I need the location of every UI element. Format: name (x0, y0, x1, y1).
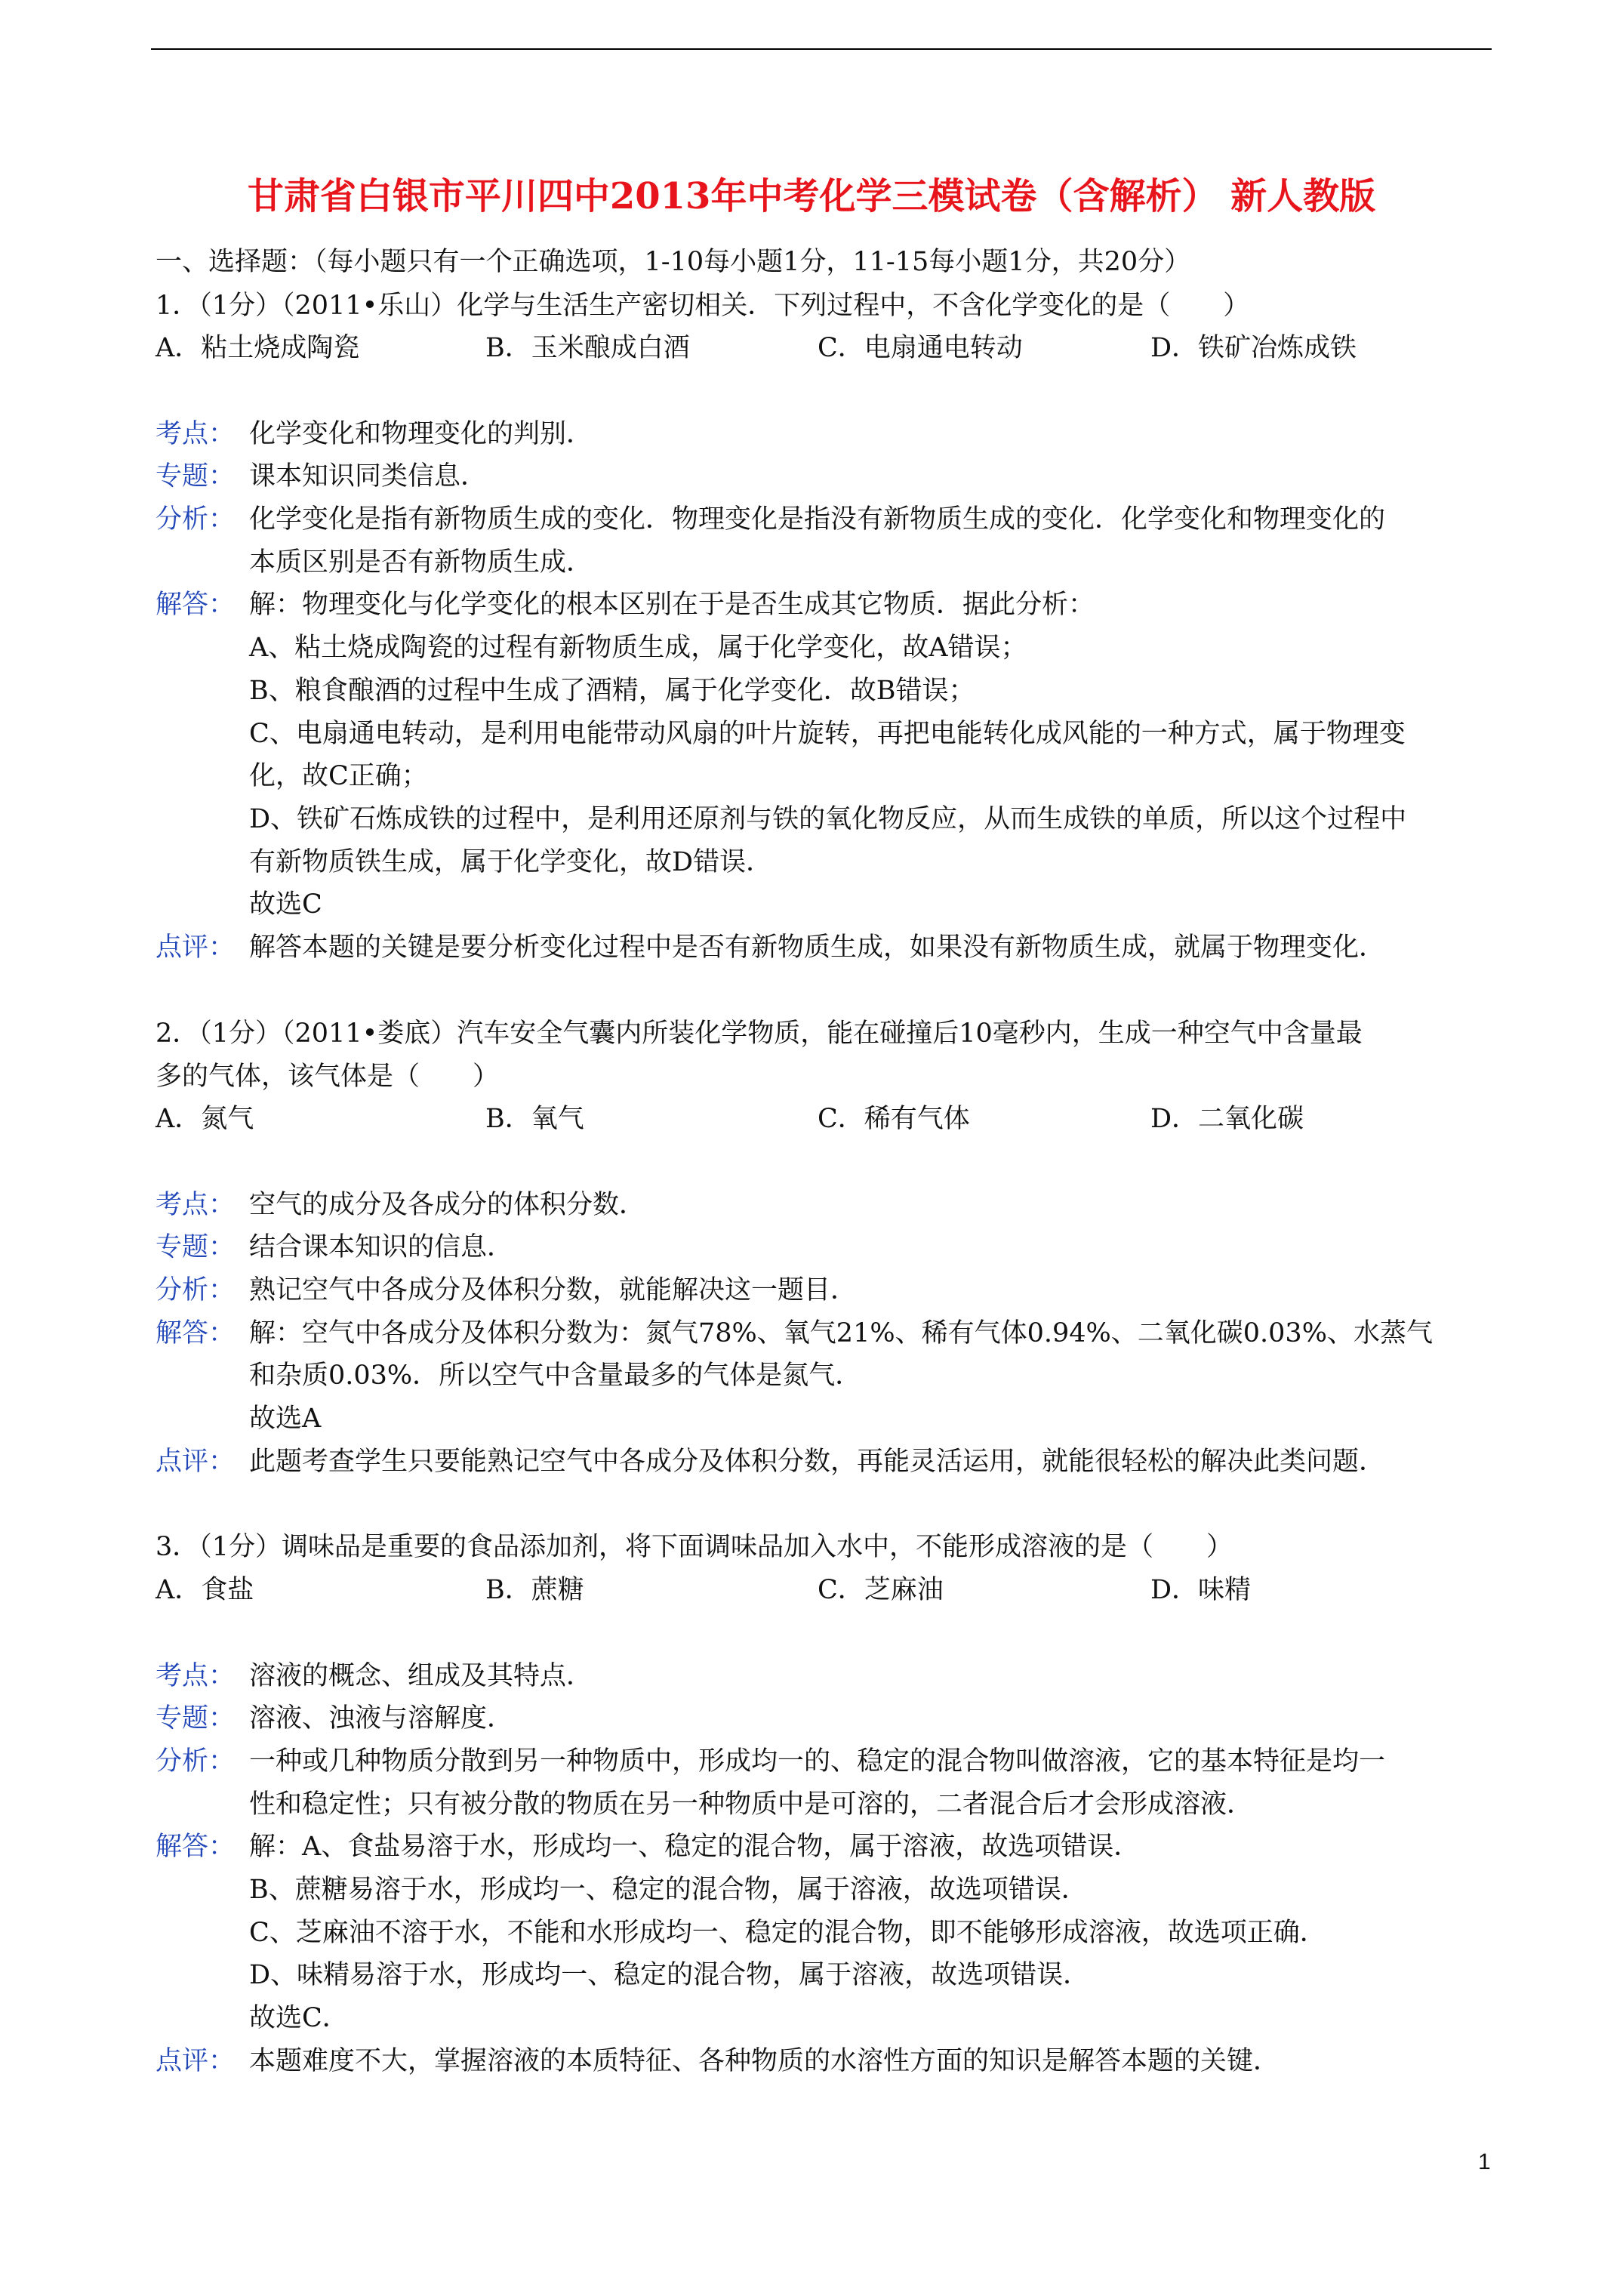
option-d: D．味精 (1150, 1575, 1252, 1605)
document-title: 甘肃省白银市平川四中2013年中考化学三模试卷（含解析） 新人教版 (247, 175, 1376, 217)
jieda-line: 故选A (249, 1404, 322, 1434)
zhuanti-text: 结合课本知识的信息． (249, 1232, 514, 1262)
label-kaodian: 考点： (156, 1661, 236, 1691)
label-dianping: 点评： (156, 1447, 236, 1477)
fenxi-line: 熟记空气中各成分及体积分数，就能解决这一题目． (249, 1275, 858, 1305)
option-a: A．食盐 (156, 1575, 254, 1605)
option-c: C．电扇通电转动 (818, 333, 1023, 363)
jieda-line: 和杂质0.03%．所以空气中含量最多的气体是氮气． (249, 1361, 862, 1391)
zhuanti-text: 课本知识同类信息． (249, 461, 488, 492)
jieda-line: 故选C (249, 889, 322, 920)
label-zhuanti: 专题： (156, 1232, 236, 1262)
jieda-line: 解：A、食盐易溶于水，形成均一、稳定的混合物，属于溶液，故选项错误． (249, 1832, 1141, 1862)
fenxi-line: 化学变化是指有新物质生成的变化．物理变化是指没有新物质生成的变化．化学变化和物理变化的 (249, 504, 1386, 535)
jieda-line: 解：空气中各成分及体积分数为：氮气78%、氧气21%、稀有气体0.94%、二氧化碳0.03%、水蒸气 (249, 1318, 1433, 1348)
question-stem: 1．（1分）（2011•乐山）化学与生活生产密切相关．下列过程中，不含化学变化的是（ ） (156, 291, 1250, 321)
option-c: C．稀有气体 (818, 1104, 970, 1134)
jieda-line: 解：物理变化与化学变化的根本区别在于是否生成其它物质．据此分析： (249, 590, 1095, 620)
jieda-line: B、粮食酿酒的过程中生成了酒精，属于化学变化．故B错误； (249, 676, 975, 706)
jieda-line: 故选C． (249, 2003, 349, 2033)
label-kaodian: 考点： (156, 1190, 236, 1220)
label-jieda: 解答： (156, 1318, 236, 1348)
kaodian-text: 溶液的概念、组成及其特点． (249, 1661, 593, 1691)
dianping-text: 本题难度不大，掌握溶液的本质特征、各种物质的水溶性方面的知识是解答本题的关键． (249, 2046, 1280, 2076)
question-stem: 3．（1分）调味品是重要的食品添加剂，将下面调味品加入水中，不能形成溶液的是（ ） (156, 1532, 1233, 1562)
option-b: B．蔗糖 (485, 1575, 584, 1605)
fenxi-line: 性和稳定性；只有被分散的物质在另一种物质中是可溶的，二者混合后才会形成溶液． (249, 1789, 1254, 1820)
jieda-line: A、粘土烧成陶瓷的过程有新物质生成，属于化学变化，故A错误； (249, 633, 1027, 663)
label-fenxi: 分析： (156, 1746, 236, 1777)
jieda-line: D、味精易溶于水，形成均一、稳定的混合物，属于溶液，故选项错误． (249, 1960, 1090, 1990)
label-zhuanti: 专题： (156, 1703, 236, 1734)
question-stem: 2．（1分）（2011•娄底）汽车安全气囊内所装化学物质，能在碰撞后10毫秒内，生成一种空气中含量最 (156, 1019, 1363, 1049)
dianping-text: 解答本题的关键是要分析变化过程中是否有新物质生成，如果没有新物质生成，就属于物理变化． (249, 932, 1386, 963)
dianping-text: 此题考查学生只要能熟记空气中各成分及体积分数，再能灵活运用，就能很轻松的解决此类问题． (249, 1447, 1386, 1477)
option-c: C．芝麻油 (818, 1575, 944, 1605)
label-jieda: 解答： (156, 1832, 236, 1862)
option-d: D．二氧化碳 (1150, 1104, 1304, 1134)
jieda-line: C、电扇通电转动，是利用电能带动风扇的叶片旋转，再把电能转化成风能的一种方式，属于物理变 (249, 719, 1406, 749)
label-fenxi: 分析： (156, 1275, 236, 1305)
option-b: B．氧气 (485, 1104, 584, 1134)
header-rule (151, 48, 1492, 50)
jieda-line: 化，故C正确； (249, 761, 428, 791)
fenxi-line: 一种或几种物质分散到另一种物质中，形成均一的、稳定的混合物叫做溶液，它的基本特征是均一 (249, 1746, 1386, 1777)
option-a: A．粘土烧成陶瓷 (156, 333, 360, 363)
question-stem: 多的气体，该气体是（ ） (156, 1062, 500, 1092)
label-dianping: 点评： (156, 2046, 236, 2076)
kaodian-text: 空气的成分及各成分的体积分数． (249, 1190, 646, 1220)
page-number: 1 (1478, 2150, 1491, 2174)
jieda-line: B、蔗糖易溶于水，形成均一、稳定的混合物，属于溶液，故选项错误． (249, 1875, 1088, 1905)
label-fenxi: 分析： (156, 504, 236, 535)
label-kaodian: 考点： (156, 419, 236, 449)
jieda-line: C、芝麻油不溶于水，不能和水形成均一、稳定的混合物，即不能够形成溶液，故选项正确． (249, 1918, 1326, 1948)
jieda-line: D、铁矿石炼成铁的过程中，是利用还原剂与铁的氧化物反应，从而生成铁的单质，所以这个过程中 (249, 804, 1407, 834)
label-zhuanti: 专题： (156, 461, 236, 492)
fenxi-line: 本质区别是否有新物质生成． (249, 547, 593, 578)
option-d: D．铁矿冶炼成铁 (1150, 333, 1357, 363)
option-b: B．玉米酿成白酒 (485, 333, 690, 363)
jieda-line: 有新物质铁生成，属于化学变化，故D错误． (249, 847, 773, 877)
kaodian-text: 化学变化和物理变化的判别． (249, 419, 593, 449)
section-header: 一、选择题：（每小题只有一个正确选项，1-10每小题1分，11-15每小题1分，共20分） (156, 247, 1191, 277)
label-dianping: 点评： (156, 932, 236, 963)
label-jieda: 解答： (156, 590, 236, 620)
zhuanti-text: 溶液、浊液与溶解度． (249, 1703, 514, 1734)
option-a: A．氮气 (156, 1104, 254, 1134)
